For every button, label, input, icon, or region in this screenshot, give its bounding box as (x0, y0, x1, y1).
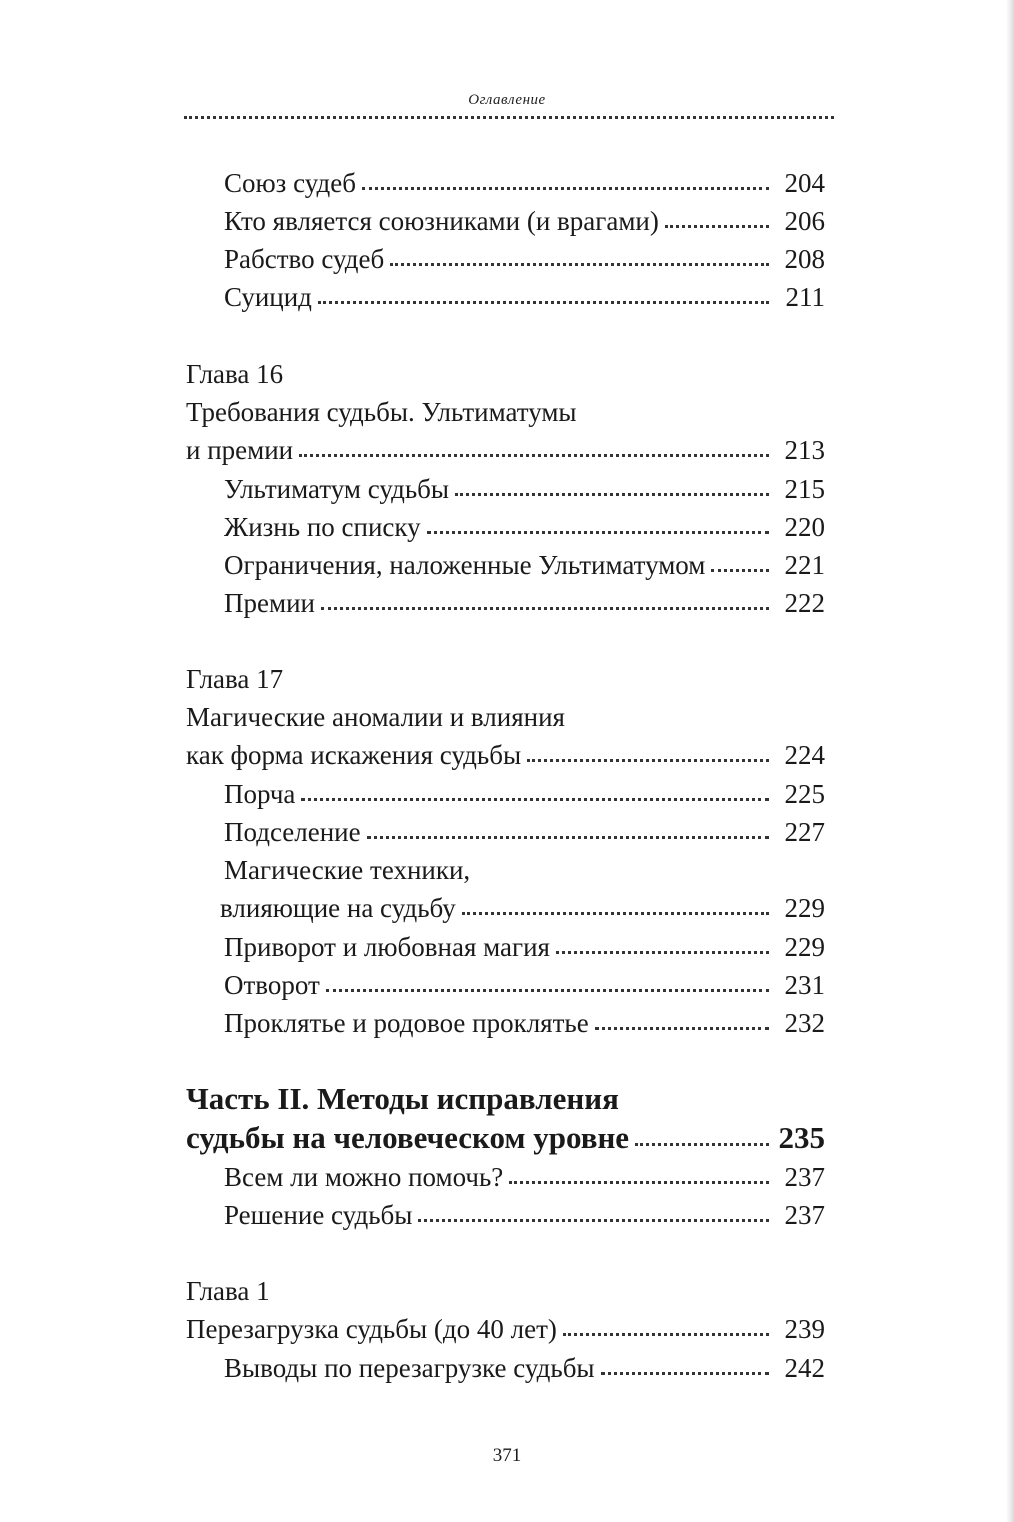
toc-entry-page: 220 (784, 512, 825, 542)
chapter-label: Глава 17 (186, 664, 284, 694)
toc-entry[interactable] (224, 584, 825, 622)
toc-entry-page: 222 (784, 588, 825, 618)
chapter-title-line: как форма искажения судьбы (186, 740, 522, 770)
header-dotted-rule (184, 116, 834, 119)
leader-dots (527, 751, 769, 762)
leader-dots (299, 446, 769, 457)
toc-entry-title: Премии (224, 588, 315, 618)
toc-entry-title: Рабство судеб (224, 244, 385, 274)
toc-entry[interactable] (224, 1004, 825, 1042)
leader-dots (601, 1364, 769, 1375)
toc-entry[interactable] (224, 1158, 825, 1196)
toc-entry-title: Ограничения, наложенные Ультиматумом (224, 550, 706, 580)
toc-part-entry[interactable] (186, 1118, 825, 1158)
toc-entry-page: 213 (784, 435, 825, 465)
toc-chapter-entry[interactable] (186, 431, 825, 469)
leader-dots (556, 943, 769, 954)
leader-dots (367, 828, 769, 839)
toc-entry-title: Решение судьбы (224, 1200, 413, 1230)
toc-entry-title: Выводы по перезагрузке судьбы (224, 1353, 595, 1383)
leader-dots (390, 255, 769, 266)
chapter-title-line[interactable]: Требования судьбы. Ультиматумы (186, 397, 577, 427)
leader-dots (418, 1211, 769, 1222)
toc-entry[interactable] (224, 164, 825, 202)
toc-entry-page: 235 (778, 1120, 825, 1155)
toc-entry-title: Всем ли можно помочь? (224, 1162, 504, 1192)
leader-dots (563, 1325, 769, 1336)
leader-dots (665, 217, 769, 228)
leader-dots (427, 523, 769, 534)
leader-dots (635, 1135, 769, 1146)
page-edge-shadow (1006, 0, 1014, 1522)
toc-entry-page: 211 (785, 282, 825, 312)
toc-entry-title: Подселение (224, 817, 361, 847)
chapter-title-line: и премии (186, 435, 294, 465)
toc-entry-title: Жизнь по списку (224, 512, 421, 542)
toc-entry[interactable] (224, 508, 825, 546)
toc-entry-page: 224 (784, 740, 825, 770)
toc-entry[interactable] (224, 470, 825, 508)
toc-entry[interactable] (224, 1196, 825, 1234)
toc-entry[interactable] (224, 202, 825, 240)
leader-dots (462, 904, 769, 915)
toc-entry-page: 225 (784, 779, 825, 809)
toc-entry-page: 204 (784, 168, 825, 198)
toc-entry-title: Приворот и любовная магия (224, 932, 550, 962)
toc-entry[interactable] (224, 966, 825, 1004)
toc-entry[interactable] (224, 240, 825, 278)
toc-entry-page: 239 (784, 1314, 825, 1344)
toc-entry-page: 215 (784, 474, 825, 504)
leader-dots (455, 485, 769, 496)
chapter-title-line[interactable]: Магические аномалии и влияния (186, 702, 565, 732)
toc-chapter-entry[interactable] (186, 1310, 825, 1348)
toc-entry-title: Суицид (224, 282, 312, 312)
toc-entry-title: Союз судеб (224, 168, 356, 198)
toc-entry-page: 206 (784, 206, 825, 236)
toc-entry-title-line[interactable]: Магические техники, (224, 855, 471, 885)
running-head: Оглавление (468, 92, 546, 108)
toc-entry-page: 237 (784, 1200, 825, 1230)
leader-dots (595, 1019, 769, 1030)
toc-entry-page: 221 (784, 550, 825, 580)
toc-entry[interactable] (224, 546, 825, 584)
toc-entry[interactable] (224, 278, 825, 316)
toc-entry-page: 227 (784, 817, 825, 847)
toc-entry[interactable] (224, 813, 825, 851)
toc-entry-page: 229 (784, 893, 825, 923)
leader-dots (321, 599, 769, 610)
leader-dots (711, 561, 769, 572)
toc-entry-page: 229 (784, 932, 825, 962)
toc-entry[interactable] (224, 928, 825, 966)
toc-entry-page: 208 (784, 244, 825, 274)
leader-dots (326, 981, 769, 992)
chapter-label: Глава 1 (186, 1276, 270, 1306)
toc-entry-title: Отворот (224, 970, 320, 1000)
toc-entry-title: влияющие на судьбу (220, 893, 456, 923)
page-number: 371 (492, 1445, 522, 1466)
toc-entry-title: Порча (224, 779, 296, 809)
toc-entry-page: 232 (784, 1008, 825, 1038)
toc-entry-page: 242 (784, 1353, 825, 1383)
toc-entry-title: Ультиматум судьбы (224, 474, 450, 504)
leader-dots (362, 179, 769, 190)
toc-entry-title: Проклятье и родовое проклятье (224, 1008, 589, 1038)
toc-entry-page: 237 (784, 1162, 825, 1192)
part-title-line: судьбы на человеческом уровне (186, 1120, 630, 1155)
leader-dots (301, 790, 769, 801)
toc-chapter-entry[interactable] (186, 736, 825, 774)
toc-entry[interactable] (224, 775, 825, 813)
chapter-title-line: Перезагрузка судьбы (до 40 лет) (186, 1314, 557, 1344)
leader-dots (318, 293, 769, 304)
toc-entry[interactable] (220, 889, 825, 927)
part-title-line[interactable]: Часть II. Методы исправления (186, 1081, 619, 1116)
toc-entry-page: 231 (784, 970, 825, 1000)
chapter-label: Глава 16 (186, 359, 284, 389)
toc-entry[interactable] (224, 1349, 825, 1387)
leader-dots (509, 1173, 769, 1184)
toc-entry-title: Кто является союзниками (и врагами) (224, 206, 659, 236)
